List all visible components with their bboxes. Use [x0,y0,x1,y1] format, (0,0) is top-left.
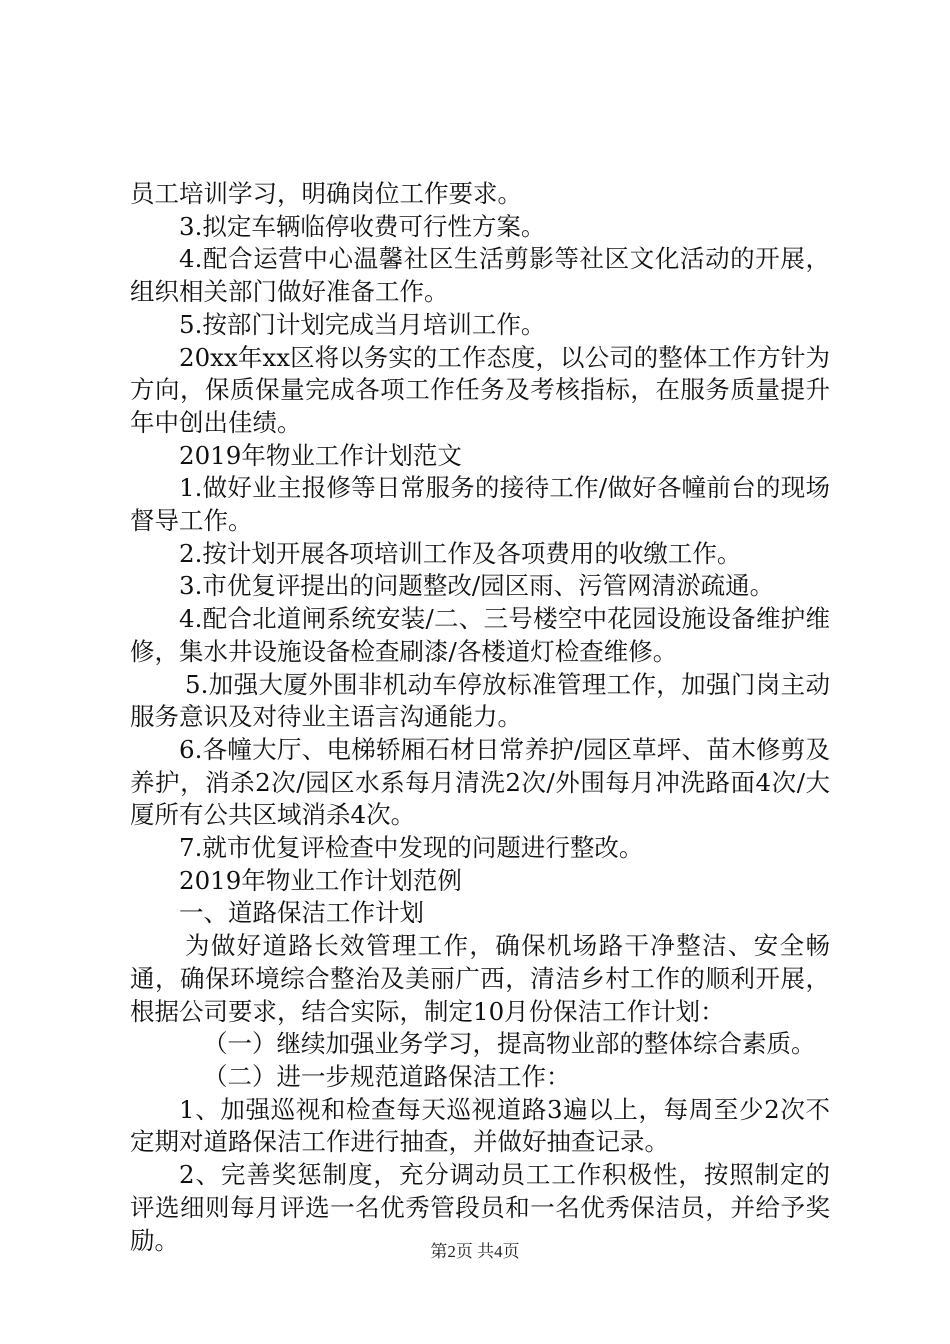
paragraph: 1、加强巡视和检查每天巡视道路3遍以上，每周至少2次不定期对道路保洁工作进行抽查，并做好抽查记录。 [130,1094,830,1157]
paragraph: 5.按部门计划完成当月培训工作。 [179,309,546,339]
paragraph: 3.市优复评提出的问题整改/园区雨、污管网清淤疏通。 [179,571,775,601]
section-heading: 2019年物业工作计划范例 [179,865,462,895]
document-body [130,178,830,1257]
paragraph: 4.配合运营中心温馨社区生活剪影等社区文化活动的开展，组织相关部门做好准备工作。 [130,244,830,307]
paragraph: 员工培训学习，明确岗位工作要求。 [130,179,522,208]
section-heading: 一、道路保洁工作计划 [179,898,424,928]
paragraph: 6.各幢大厅、电梯轿厢石材日常养护/园区草坪、苗木修剪及养护，消杀2次/园区水系每月清洗2次/外围每月冲洗路面4次/大厦所有公共区域消杀4次。 [130,734,830,830]
paragraph: 5.加强大厦外围非机动车停放标准管理工作，加强门岗主动服务意识及对待业主语言沟通能力。 [130,669,830,732]
paragraph: （一）继续加强业务学习，提高物业部的整体综合素质。 [203,1029,816,1059]
paragraph: 2、完善奖惩制度，充分调动员工工作积极性，按照制定的评选细则每月评选一名优秀管段员和一名优秀保洁员，并给予奖励。 [130,1160,830,1255]
paragraph: 为做好道路长效管理工作，确保机场路干净整洁、安全畅通，确保环境综合整治及美丽广西，清洁乡村工作的顺利开展，根据公司要求，结合实际，制定10月份保洁工作计划： [130,931,830,1026]
paragraph: 1.做好业主报修等日常服务的接待工作/做好各幢前台的现场督导工作。 [130,473,830,536]
paragraph: 20xx年xx区将以务实的工作态度，以公司的整体工作方针为方向，保质保量完成各项工作任务及考核指标，在服务质量提升年中创出佳绩。 [130,342,830,437]
section-heading: 2019年物业工作计划范文 [179,440,462,470]
page-number-footer: 第2页 共4页 [430,1242,520,1261]
paragraph: （二）进一步规范道路保洁工作： [203,1061,571,1091]
paragraph: 2.按计划开展各项培训工作及各项费用的收缴工作。 [179,538,742,568]
paragraph: 4.配合北道闸系统安装/二、三号楼空中花园设施设备维护维修，集水井设施设备检查刷漆/各楼道灯检查维修。 [130,604,830,666]
paragraph: 7.就市优复评检查中发现的问题进行整改。 [179,833,644,863]
paragraph: 3.拟定车辆临停收费可行性方案。 [179,211,546,241]
